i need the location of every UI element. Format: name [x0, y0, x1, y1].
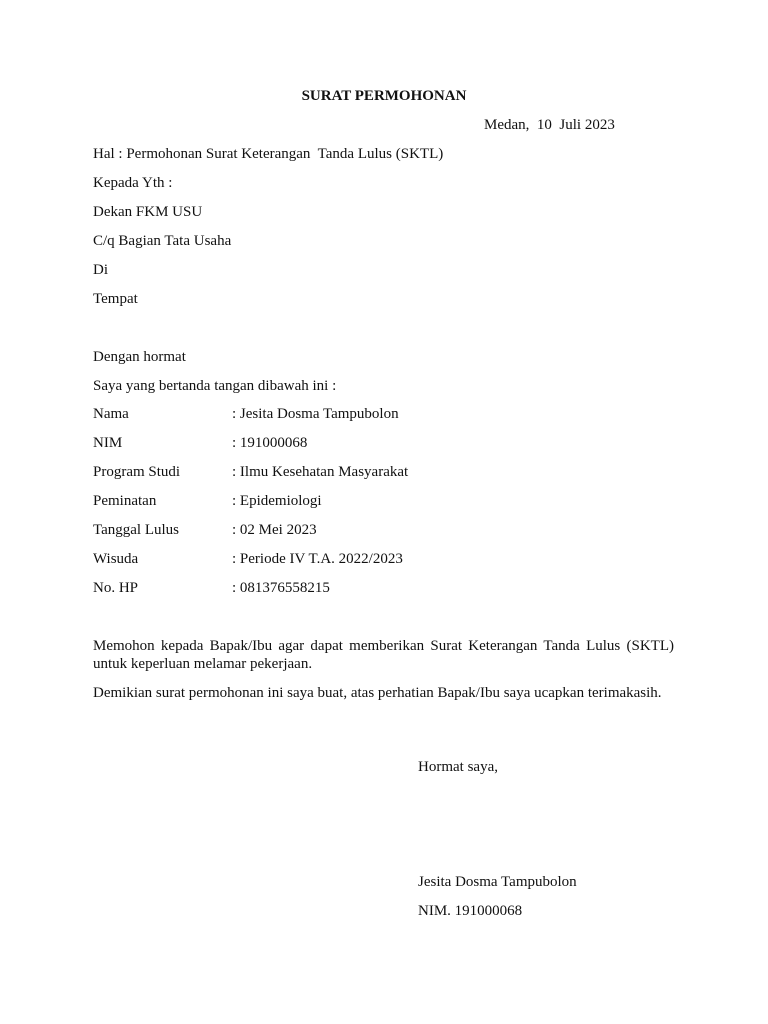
field-value-wisuda: : Periode IV T.A. 2022/2023	[232, 551, 403, 567]
recipient-line: Di	[93, 262, 108, 278]
letter-date: Medan, 10 Juli 2023	[484, 117, 615, 133]
recipient-line: Kepada Yth :	[93, 175, 173, 191]
field-label-peminatan: Peminatan	[93, 493, 157, 509]
recipient-line: C/q Bagian Tata Usaha	[93, 233, 232, 249]
field-label-nama: Nama	[93, 406, 129, 422]
body-paragraph-request: Memohon kepada Bapak/Ibu agar dapat memberikan Surat Keterangan Tanda Lulus (SKTL) untuk keperluan melamar pekerjaan.	[93, 638, 674, 672]
body-paragraph-closing: Demikian surat permohonan ini saya buat, atas perhatian Bapak/Ibu saya ucapkan terimakasih.	[93, 685, 662, 701]
recipient-line: Dekan FKM USU	[93, 204, 203, 220]
closing-salutation: Hormat saya,	[418, 759, 498, 775]
letter-subject: Hal : Permohonan Surat Keterangan Tanda Lulus (SKTL)	[93, 146, 444, 162]
field-value-tanggal-lulus: : 02 Mei 2023	[232, 522, 317, 538]
letter-title: SURAT PERMOHONAN	[301, 88, 467, 104]
field-label-no-hp: No. HP	[93, 580, 139, 596]
field-value-program-studi: : Ilmu Kesehatan Masyarakat	[232, 464, 409, 480]
field-label-tanggal-lulus: Tanggal Lulus	[93, 522, 180, 538]
field-value-nama: : Jesita Dosma Tampubolon	[232, 406, 399, 422]
greeting: Dengan hormat	[93, 349, 186, 365]
signer-nim: NIM. 191000068	[418, 903, 523, 919]
signer-name: Jesita Dosma Tampubolon	[418, 874, 577, 890]
field-label-program-studi: Program Studi	[93, 464, 181, 480]
field-value-no-hp: : 081376558215	[232, 580, 330, 596]
recipient-line: Tempat	[93, 291, 138, 307]
field-value-peminatan: : Epidemiologi	[232, 493, 322, 509]
field-label-wisuda: Wisuda	[93, 551, 139, 567]
field-value-nim: : 191000068	[232, 435, 308, 451]
intro-text: Saya yang bertanda tangan dibawah ini :	[93, 378, 337, 394]
field-label-nim: NIM	[93, 435, 123, 451]
